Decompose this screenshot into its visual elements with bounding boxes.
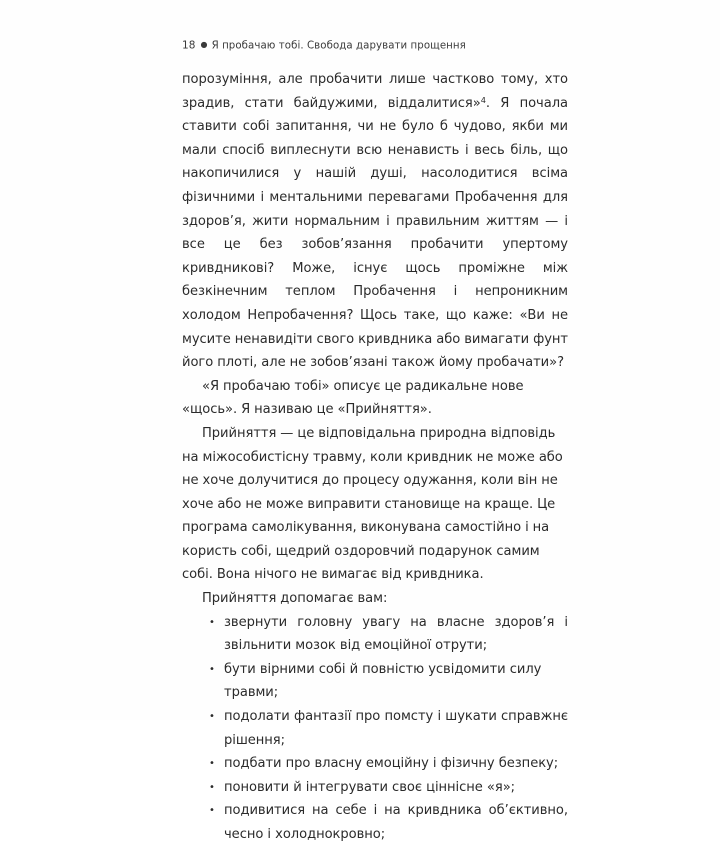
paragraph-1-text-a: порозуміння, але пробачити лише частково тому, хто зрадив, стати байдужими, віддалитися» <box>182 72 568 111</box>
list-bullet-icon: • <box>209 758 215 770</box>
paragraph-2: «Я пробачаю тобі» описує це радикальне нове «щось». Я називаю це «Прийняття». <box>182 378 524 418</box>
list-item <box>182 658 568 705</box>
list-item-text: подивитися на себе і на кривдника об’єктивно, чесно і холоднокровно; <box>224 803 568 842</box>
paragraph-1 <box>182 68 568 375</box>
running-head <box>182 38 568 54</box>
book-title: Я пробачаю тобі. Свобода дарувати прощення <box>211 40 466 52</box>
list-bullet-icon: • <box>209 781 215 793</box>
list-bullet-icon: • <box>209 663 215 675</box>
paragraph-4: Прийняття допомагає вам: <box>202 591 388 607</box>
page-number: 18 <box>182 39 196 52</box>
paragraph-3: Прийняття — це відповідальна природна відповідь на міжособистісну травму, коли кривдник не може або не хоче долучитися до процесу одужання, коли він не хоче або не може виправити становище на краще. Це програма самолікування, виконувана самостійно і на користь собі, щедрий оздоровчий подарунок самим собі. Вона нічого не вимагає від кривдника. <box>182 425 563 583</box>
list-bullet-icon: • <box>209 711 215 723</box>
list-bullet-icon: • <box>209 616 215 628</box>
paragraph-1-text-b: . Я почала ставити собі запитання, чи не було б чудово, якби ми мали спосіб виплеснути всю ненависть і весь біль, що накопичилися у нашій душі, насолодитися всіма фізичними і ментальними перевагами Пробачення для здоров’я, жити нормальним і правильним життям — і все це без зобов’язання пробачити упертому кривдникові? Може, існує щось проміжне між безкінечним теплом Пробачення і непроникним холодом Непробачення? Щось таке, що каже: «Ви не мусите ненавидіти свого кривдника або вимагати фунт його плоті, але не зобов’язані також йому пробачати»? <box>182 95 569 371</box>
text-column <box>182 68 568 847</box>
footnote-marker: 4 <box>480 94 486 105</box>
list-item <box>182 799 568 846</box>
acceptance-benefits-list <box>182 611 568 847</box>
bullet-separator-icon: ● <box>200 40 208 49</box>
list-item-text: подолати фантазії про помсту і шукати справжнє рішення; <box>224 709 568 748</box>
list-bullet-icon: • <box>209 805 215 817</box>
list-item-text: подбати про власну емоційну і фізичну безпеку; <box>224 756 559 772</box>
list-item-text: поновити й інтегрувати своє ціннісне «я»; <box>224 779 516 795</box>
list-item-text: звернути головну увагу на власне здоров’я і звільнити мозок від емоційної отрути; <box>224 614 568 654</box>
list-item <box>182 752 568 776</box>
list-item <box>182 705 568 752</box>
list-item <box>182 776 568 800</box>
list-item-text: бути вірними собі й повністю усвідомити силу травми; <box>224 661 542 701</box>
list-item <box>182 611 568 658</box>
